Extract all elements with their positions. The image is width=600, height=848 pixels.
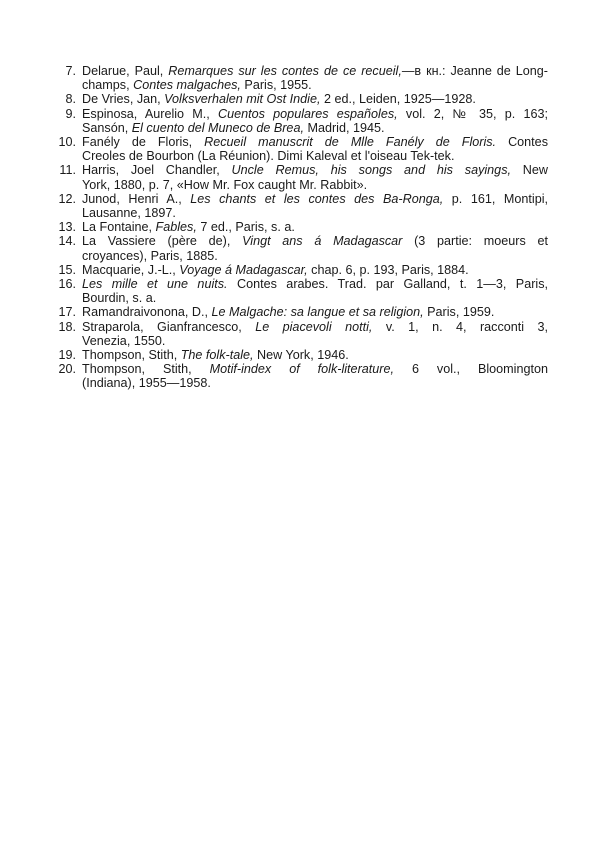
- reference-line: [82, 348, 548, 362]
- reference-segment: De Vries, Jan,: [82, 92, 165, 107]
- reference-item: [52, 163, 548, 191]
- reference-number: 10.: [58, 135, 76, 150]
- reference-title: Vingt ans á Madagascar: [242, 234, 403, 249]
- reference-title: Volksverhalen mit Ost Indie,: [164, 92, 321, 107]
- reference-segment: Thompson, Stith,: [82, 362, 210, 377]
- reference-segment: Venezia, 1550.: [82, 333, 166, 348]
- reference-title: Uncle Remus, his songs and his sayings,: [231, 163, 511, 178]
- reference-segment: New: [510, 163, 548, 178]
- reference-line: [82, 206, 548, 220]
- reference-title: Recueil manuscrit de Mlle Fanély de Floris.: [204, 135, 497, 150]
- reference-segment: vol. 2, № 35, p. 163;: [397, 106, 548, 121]
- reference-title: Le piacevoli notti,: [255, 319, 373, 334]
- reference-line: [82, 376, 548, 390]
- reference-number: 17.: [58, 305, 76, 320]
- reference-segment: Bourdin, s. a.: [82, 291, 157, 306]
- reference-segment: Fanély de Floris,: [82, 135, 205, 150]
- reference-line: [82, 149, 548, 163]
- reference-item: [52, 348, 548, 362]
- reference-line: [82, 220, 548, 234]
- reference-segment: (3 partie: moeurs et: [402, 234, 548, 249]
- reference-number: 16.: [58, 277, 76, 292]
- reference-line: [82, 234, 548, 248]
- reference-line: [82, 305, 548, 319]
- reference-line: [82, 121, 548, 135]
- reference-segment: champs,: [82, 78, 134, 93]
- reference-text: [82, 362, 548, 390]
- reference-text: [82, 348, 548, 362]
- reference-text: [82, 135, 548, 163]
- reference-segment: La Vassiere (père de),: [82, 234, 243, 249]
- reference-segment: Thompson, Stith,: [82, 348, 181, 363]
- reference-number: 11.: [59, 163, 76, 178]
- reference-item: [52, 320, 548, 348]
- reference-title: Les chants et les contes des Ba-Ronga,: [190, 191, 444, 206]
- reference-text: [82, 320, 548, 348]
- reference-text: [82, 220, 548, 234]
- reference-title: Les mille et une nuits.: [82, 277, 228, 292]
- reference-number: 18.: [58, 319, 76, 334]
- reference-segment: Straparola, Gianfrancesco,: [82, 319, 256, 334]
- reference-number: 20.: [58, 362, 76, 377]
- reference-title: Cuentos populares españoles,: [218, 106, 398, 121]
- reference-segment: York, 1880, p. 7, «How Mr. Fox caught Mr. Rabbit».: [82, 177, 368, 192]
- reference-item: [52, 362, 548, 390]
- reference-segment: Creoles de Bourbon (La Réunion). Dimi Kaleval et l'oiseau Tek-tek.: [82, 149, 455, 164]
- reference-line: [82, 362, 548, 376]
- reference-line: [82, 163, 548, 177]
- reference-title: Remarques sur les contes de ce recueil,: [168, 64, 402, 78]
- reference-segment: New York, 1946.: [253, 348, 349, 363]
- reference-title: Le Malgache: sa langue et sa religion,: [211, 305, 424, 320]
- reference-segment: Contes arabes. Trad. par Galland, t. 1—3, Paris,: [227, 277, 549, 292]
- reference-item: [52, 192, 548, 220]
- reference-segment: La Fontaine,: [82, 220, 156, 235]
- reference-title: The folk-tale,: [180, 348, 254, 363]
- reference-segment: 2 ed., Leiden, 1925—1928.: [320, 92, 476, 107]
- reference-segment: Espinosa, Aurelio M.,: [82, 106, 219, 121]
- reference-line: [82, 78, 548, 92]
- reference-number: 15.: [58, 262, 76, 277]
- reference-text: [82, 305, 548, 319]
- reference-line: [82, 192, 548, 206]
- reference-segment: Paris, 1955.: [240, 78, 312, 93]
- reference-number: 8.: [65, 92, 76, 107]
- reference-title: Motif-index of folk-literature,: [209, 362, 394, 377]
- reference-text: [82, 192, 548, 220]
- reference-item: [52, 263, 548, 277]
- reference-number: 19.: [58, 348, 76, 363]
- reference-line: [82, 178, 548, 192]
- reference-segment: chap. 6, p. 193, Paris, 1884.: [307, 262, 469, 277]
- reference-line: [82, 277, 548, 291]
- reference-line: [82, 263, 548, 277]
- reference-number: 14.: [58, 234, 76, 249]
- reference-number: 7.: [65, 64, 76, 78]
- reference-segment: Sansón,: [82, 120, 132, 135]
- reference-text: [82, 234, 548, 262]
- reference-segment: Macquarie, J.-L.,: [82, 262, 180, 277]
- reference-segment: v. 1, n. 4, racconti 3,: [372, 319, 548, 334]
- reference-number: 13.: [58, 220, 76, 235]
- reference-text: [82, 277, 548, 305]
- reference-segment: —в кн.: Jeanne de Long-: [401, 64, 548, 78]
- reference-text: [82, 107, 548, 135]
- reference-text: [82, 64, 548, 92]
- reference-line: [82, 249, 548, 263]
- reference-segment: Ramandraivonona, D.,: [82, 305, 212, 320]
- reference-item: [52, 135, 548, 163]
- reference-text: [82, 163, 548, 191]
- reference-segment: Delarue, Paul,: [82, 64, 169, 78]
- reference-item: [52, 92, 548, 106]
- reference-line: [82, 320, 548, 334]
- reference-list: [52, 64, 548, 391]
- reference-title: Fables,: [155, 220, 197, 235]
- reference-segment: Madrid, 1945.: [303, 120, 385, 135]
- reference-number: 9.: [65, 106, 76, 121]
- reference-line: [82, 135, 548, 149]
- reference-number: 12.: [58, 191, 76, 206]
- reference-line: [82, 334, 548, 348]
- reference-title: Voyage á Madagascar,: [179, 262, 308, 277]
- reference-segment: Paris, 1959.: [423, 305, 495, 320]
- reference-title: Contes malgaches,: [133, 78, 241, 93]
- reference-item: [52, 277, 548, 305]
- reference-text: [82, 92, 548, 106]
- reference-segment: Contes: [496, 135, 548, 150]
- reference-segment: 6 vol., Bloomington: [393, 362, 548, 377]
- reference-item: [52, 64, 548, 92]
- reference-segment: Junod, Henri A.,: [82, 191, 191, 206]
- reference-line: [82, 92, 548, 106]
- reference-segment: Harris, Joel Chandler,: [82, 163, 232, 178]
- reference-item: [52, 305, 548, 319]
- reference-segment: Lausanne, 1897.: [82, 206, 176, 221]
- reference-line: [82, 64, 548, 78]
- reference-line: [82, 291, 548, 305]
- reference-item: [52, 220, 548, 234]
- reference-item: [52, 234, 548, 262]
- reference-segment: (Indiana), 1955—1958.: [82, 376, 211, 391]
- reference-title: El cuento del Muneco de Brea,: [131, 120, 304, 135]
- reference-segment: 7 ed., Paris, s. a.: [196, 220, 295, 235]
- reference-text: [82, 263, 548, 277]
- reference-segment: croyances), Paris, 1885.: [82, 248, 218, 263]
- reference-item: [52, 107, 548, 135]
- reference-segment: p. 161, Montipi,: [443, 191, 549, 206]
- reference-line: [82, 107, 548, 121]
